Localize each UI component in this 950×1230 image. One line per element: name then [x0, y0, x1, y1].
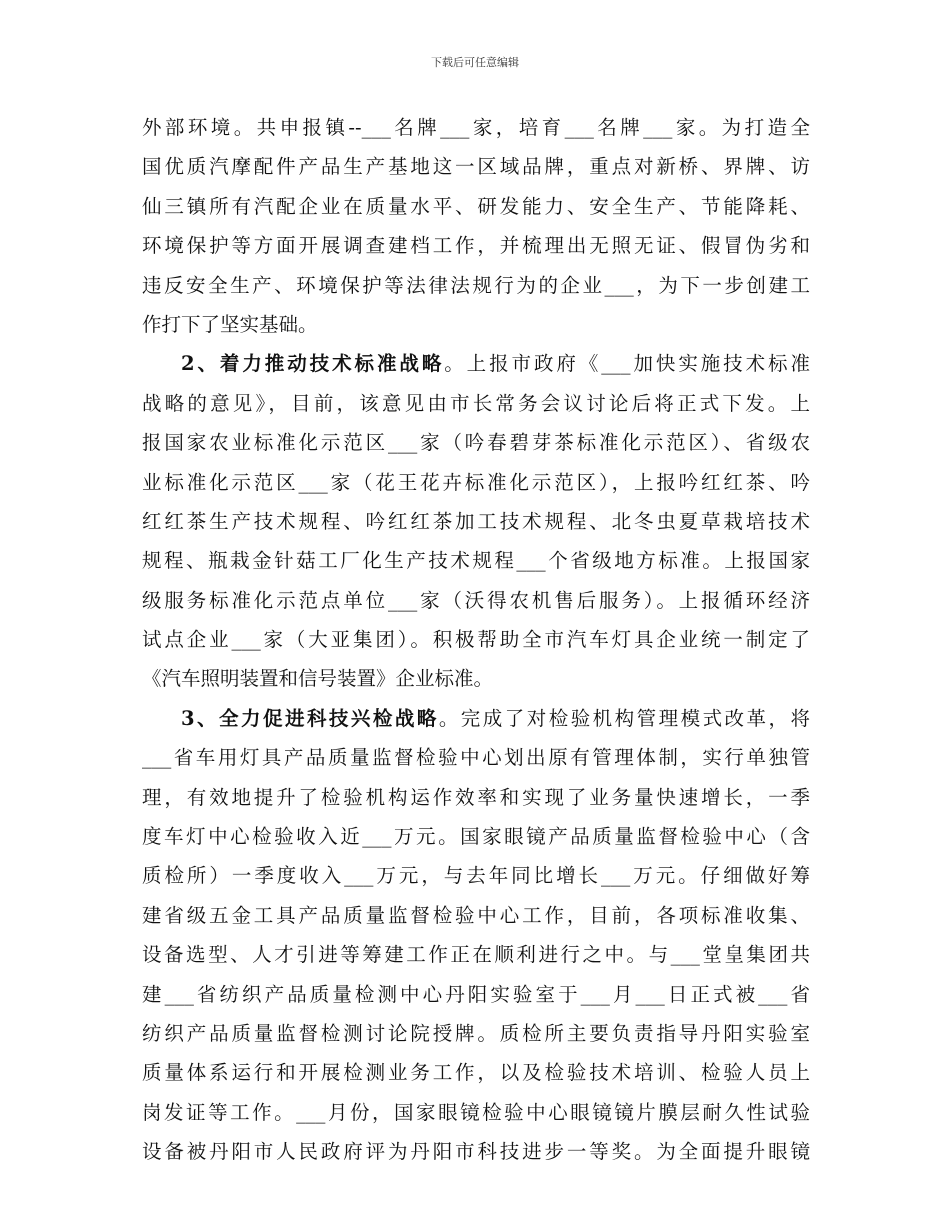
text-line: 《汽车照明装置和信号装置》企业标准。: [142, 667, 494, 691]
section-heading: 2、着力推动技术标准战略: [181, 352, 445, 376]
text-line: 建省级五金工具产品质量监督检验中心工作，目前，各项标准收集、: [142, 903, 810, 927]
text-line: 纺织产品质量监督检测讨论院授牌。质检所主要负责指导丹阳实验室: [142, 1021, 810, 1045]
text-line: 战略的意见》，目前，该意见由市长常务会议讨论后将正式下发。上: [142, 391, 810, 415]
paragraph-1: [142, 108, 810, 344]
text-line: 报国家农业标准化示范区___家（吟春碧芽茶标准化示范区）、省级农: [142, 431, 810, 455]
section-heading: 3、全力促进科技兴检战略: [181, 706, 439, 730]
text-line: 级服务标准化示范点单位___家（沃得农机售后服务）。上报循环经济: [142, 588, 810, 612]
text-line: 规程、瓶栽金针菇工厂化生产技术规程___个省级地方标准。上报国家: [142, 549, 810, 573]
text-line: ___省车用灯具产品质量监督检验中心划出原有管理体制，实行单独管: [142, 746, 810, 770]
text-line: 理，有效地提升了检验机构运作效率和实现了业务量快速增长，一季: [142, 785, 810, 809]
text-run: 。完成了对检验机构管理模式改革，将: [438, 706, 810, 730]
text-line: 红红茶生产技术规程、吟红红茶加工技术规程、北冬虫夏草栽培技术: [142, 509, 810, 533]
text-line: 试点企业___家（大亚集团）。积极帮助全市汽车灯具企业统一制定了: [142, 628, 810, 652]
text-line: 建___省纺织产品质量检测中心丹阳实验室于___月___日正式被___省: [142, 982, 810, 1006]
text-line: 环境保护等方面开展调查建档工作，并梳理出无照无证、假冒伪劣和: [142, 234, 810, 258]
text-line: 质量体系运行和开展检测业务工作，以及检验技术培训、检验人员上: [142, 1061, 810, 1085]
text-line: 仙三镇所有汽配企业在质量水平、研发能力、安全生产、节能降耗、: [142, 194, 810, 218]
paragraph-3: [142, 699, 810, 1172]
text-line: 设备选型、人才引进等筹建工作正在顺利进行之中。与___堂皇集团共: [142, 943, 810, 967]
paragraph-2: [142, 344, 810, 699]
text-line: 质检所）一季度收入___万元，与去年同比增长___万元。仔细做好筹: [142, 864, 810, 888]
text-run: 。上报市政府《___加快实施技术标准: [444, 352, 810, 376]
text-line: 度车灯中心检验收入近___万元。国家眼镜产品质量监督检验中心（含: [142, 825, 810, 849]
text-line: 作打下了坚实基础。: [142, 312, 318, 336]
text-line: [142, 699, 810, 738]
text-line: 违反安全生产、环境保护等法律法规行为的企业___，为下一步创建工: [142, 273, 810, 297]
text-line: 国优质汽摩配件产品生产基地这一区域品牌，重点对新桥、界牌、访: [142, 155, 810, 179]
page-header: 下载后可任意编辑: [431, 56, 519, 69]
text-line: [142, 344, 810, 383]
text-line: 设备被丹阳市人民政府评为丹阳市科技进步一等奖。为全面提升眼镜: [142, 1140, 810, 1164]
text-line: 业标准化示范区___家（花王花卉标准化示范区），上报吟红红茶、吟: [142, 470, 810, 494]
document-body: [142, 108, 810, 1172]
text-line: 外部环境。共申报镇--___名牌___家，培育___名牌___家。为打造全: [142, 116, 810, 139]
text-line: 岗发证等工作。___月份，国家眼镜检验中心眼镜镜片膜层耐久性试验: [142, 1100, 810, 1124]
